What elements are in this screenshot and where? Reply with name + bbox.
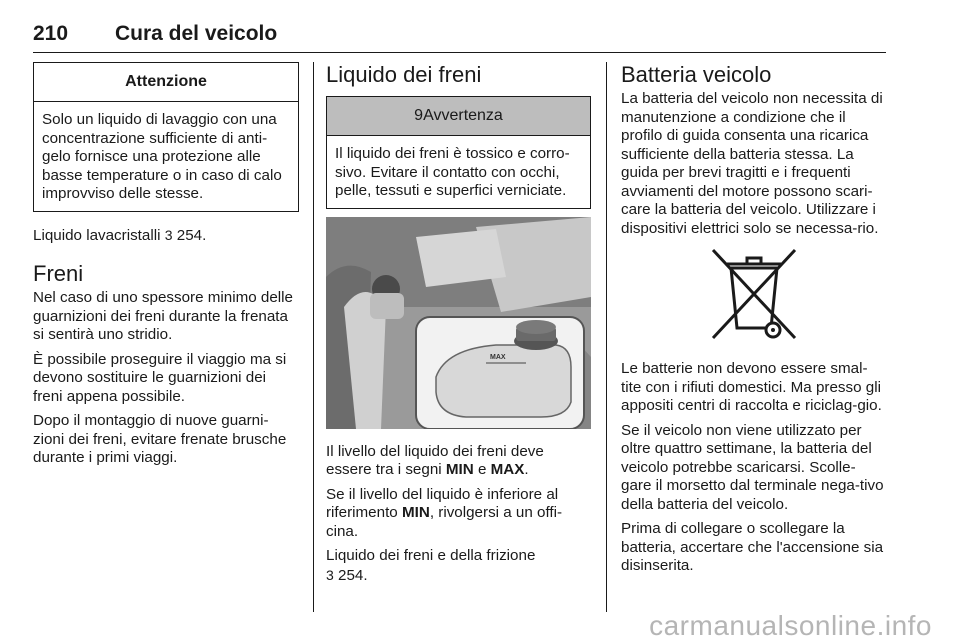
reference-page[interactable]: 254. <box>176 226 207 244</box>
column-1 <box>33 62 299 474</box>
brake-fluid-reference <box>326 547 591 585</box>
page-title: Cura del veicolo <box>115 22 278 45</box>
battery-paragraph: Prima di collegare o scollegare la batteria, accertare che l'accensione sia disinserita. <box>621 520 884 574</box>
reference-page[interactable]: 254. <box>338 566 368 584</box>
fluid-level-text: Il livello del liquido dei freni deve essere tra i segni <box>326 442 544 478</box>
warning-title: Avvertenza <box>423 107 503 124</box>
brake-fluid-reservoir-photo <box>326 217 591 429</box>
warning-triangle-icon: 9 <box>414 107 424 124</box>
min-mark-label: MIN <box>401 504 430 521</box>
washer-fluid-reference <box>33 226 299 246</box>
battery-heading: Batteria veicolo <box>621 62 772 87</box>
max-marking: MAX <box>490 353 506 361</box>
fluid-low-paragraph <box>326 486 591 542</box>
attention-box <box>33 62 299 212</box>
fluid-level-paragraph <box>326 443 591 480</box>
min-mark-label: MIN <box>445 461 474 478</box>
warning-header <box>327 97 590 136</box>
brakes-paragraph: È possibile proseguire il viaggio ma si devono sostituire le guarnizioni dei freni appena possibile. <box>33 350 287 405</box>
brakes-paragraph: Dopo il montaggio di nuove guarni-zioni dei freni, evitare frenate brusche durante i primi viaggi. <box>33 412 287 466</box>
attention-title: Attenzione <box>34 63 298 102</box>
fluid-low-text: Se il livello del liquido è inferiore al riferimento <box>326 485 559 521</box>
brakes-heading: Freni <box>33 261 84 286</box>
column-3 <box>621 62 886 582</box>
battery-intro: La batteria del veicolo non necessita di manutenzione a condizione che il profilo di guida consenta una ricarica sufficiente della batteria stessa. La guida per brevi tragitti e i frequenti avviamenti del motore possono scari-care la batteria del veicolo. Utilizzare i dispositivi elettrici solo se necessa-rio. <box>621 90 883 237</box>
warning-body: Il liquido dei freni è tossico e corro-sivo. Evitare il contatto con occhi, pelle, tessuti e superfici verniciate. <box>335 145 570 199</box>
column-2 <box>326 62 591 591</box>
brake-fluid-heading: Liquido dei freni <box>326 62 482 87</box>
max-mark-label: MAX <box>490 461 525 478</box>
attention-body: Solo un liquido di lavaggio con una concentrazione sufficiente di anti-gelo fornisce una protezione alle basse temperature o in caso di calo improvviso delle stesse. <box>42 111 282 202</box>
page-header <box>33 22 886 53</box>
brakes-paragraph: Nel caso di uno spessore minimo delle guarnizioni dei freni durante la frenata si sentirà uno stridio. <box>33 289 294 343</box>
warning-box <box>326 96 591 209</box>
crossed-out-bin-icon <box>709 246 799 346</box>
conjunction-text: e <box>477 461 487 478</box>
battery-paragraph: Se il veicolo non viene utilizzato per oltre quattro settimane, la batteria del veicolo potrebbe scaricarsi. Scolle-gare il morsetto dal terminale nega-tivo della batteria del veicolo. <box>621 421 884 513</box>
battery-paragraph: Le batterie non devono essere smal-tite con i rifiuti domestici. Ma presso gli appositi centri di raccolta e riciclag-gio. <box>621 360 882 414</box>
page-reference-icon: 3 <box>326 566 334 583</box>
watermark: carmanualsonline.info <box>649 610 932 641</box>
page-reference-icon: 3 <box>164 226 173 243</box>
reference-text: Liquido dei freni e della frizione <box>326 547 536 564</box>
fluid-low-end: , rivolgersi a un offi-cina. <box>326 504 563 540</box>
column-divider <box>606 62 607 612</box>
reference-text: Liquido lavacristalli <box>33 226 161 244</box>
page-number: 210 <box>33 22 69 45</box>
sentence-end: . <box>524 461 529 478</box>
column-divider <box>313 62 314 612</box>
